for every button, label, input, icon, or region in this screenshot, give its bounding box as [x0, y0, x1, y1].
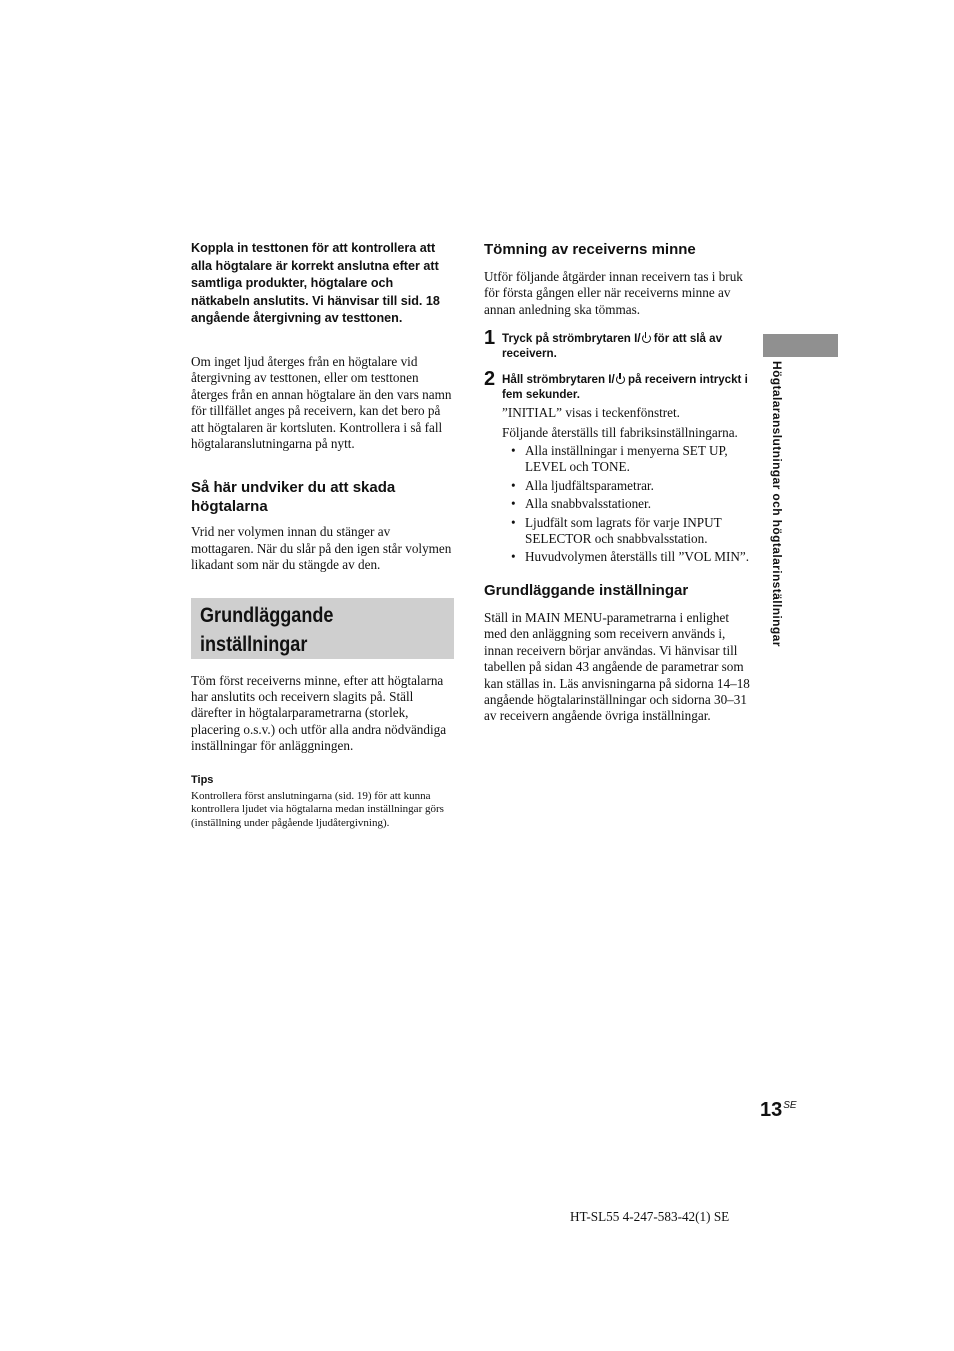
tips-text: Kontrollera först anslutningarna (sid. 19) för att kunna kontrollera ljudet via högtalarna medan inställningar görs (inställning under pågående ljudåtergivning).: [191, 789, 444, 829]
avoid-damage-heading: Så här undviker du att skada högtalarna: [191, 479, 396, 516]
step-1-text: Tryck på strömbrytaren I/ för att slå av receivern.: [502, 332, 723, 361]
step-2-text: Håll strömbrytaren I/ på receivern intryckt i fem sekunder.: [502, 373, 748, 402]
section-banner: [191, 598, 454, 659]
power-standby-icon: [616, 375, 625, 384]
memory-clear-paragraph: Utför följande åtgärder innan receivern tas i bruk för första gången eller när receiverns minne av annan anledning ska tömmas.: [484, 269, 743, 317]
step-1: [484, 327, 750, 361]
basic-settings-paragraph: Töm först receiverns minne, efter att högtalarna har anslutits och receivern slagits på. Ställ därefter in högtalarparametrarna (storlek, placering o.s.v.) och utför alla andra nödvändiga inställningar för anläggningen.: [191, 672, 447, 754]
step-2-note-reset: Följande återställs till fabriksinställningarna.: [502, 424, 738, 440]
list-item: • Alla ljudfältsparametrar.: [502, 478, 750, 494]
list-item: • Ljudfält som lagrats för varje INPUT SELECTOR och snabbvalsstation.: [502, 515, 750, 548]
right-column: [484, 240, 750, 725]
list-item: • Alla snabbvalsstationer.: [502, 496, 750, 512]
speaker-test-paragraph: Om inget ljud återges från en högtalare vid återgivning av testtonen, eller om testtonen återges från en annan högtalare än den vars namn för tillfället anges på receivern, kan det bero på att högtalaren är kortsluten. Kontrollera i så fall högtalaranslutningarna på nytt.: [191, 353, 452, 451]
step-2-number: 2: [484, 368, 496, 391]
page-number-suffix: SE: [783, 1100, 797, 1111]
memory-clear-heading: Tömning av receiverns minne: [484, 241, 696, 258]
power-standby-icon: [642, 334, 651, 343]
model-code-footer: HT-SL55 4-247-583-42(1) SE: [570, 1209, 730, 1224]
step-1-number: 1: [484, 327, 496, 350]
step-2: [484, 368, 750, 402]
basic-settings-heading: Grundläggande inställningar: [484, 581, 689, 599]
avoid-damage-paragraph: Vrid ner volymen innan du stänger av mottagaren. När du slår på den igen står volymen likadant som när du stängde av den.: [191, 524, 452, 573]
reset-list: [484, 443, 750, 566]
list-item: • Huvudvolymen återställs till ”VOL MIN”.: [502, 549, 750, 565]
list-item: • Alla inställningar i menyerna SET UP, LEVEL och TONE.: [502, 443, 750, 476]
basic-settings-right-paragraph: Ställ in MAIN MENU-parametrarna i enlighet med den anläggning som receivern används i, innan receivern börjar användas. Vi hänvisar till tabellen på sidan 43 angående de parametrar som kan ställas in. Läs anvisningarna på sidorna 14–18 angående högtalarinställningar och sidorna 30–31 av receivern angående övriga inställningar.: [484, 609, 750, 724]
step-2-note-initial: ”INITIAL” visas i teckenfönstret.: [502, 405, 680, 421]
left-column: [191, 240, 454, 830]
intro-bold-text: Koppla in testtonen för att kontrollera att alla högtalare är korrekt anslutna efter att samtliga produkter, högtalare och nätkabeln anslutits. Vi hänvisar till sid. 18 angående återgivning av testtonen.: [191, 241, 440, 326]
tips-label: Tips: [191, 773, 214, 786]
banner-title-line1: Grundläggande: [200, 603, 334, 627]
page-number: $13^{SE}$: [760, 1099, 797, 1121]
chapter-tab-marker: [763, 334, 838, 357]
banner-title-line2: inställningar: [200, 632, 308, 656]
chapter-side-label: Högtalaranslutningar och högtalarinställningar: [770, 361, 784, 647]
